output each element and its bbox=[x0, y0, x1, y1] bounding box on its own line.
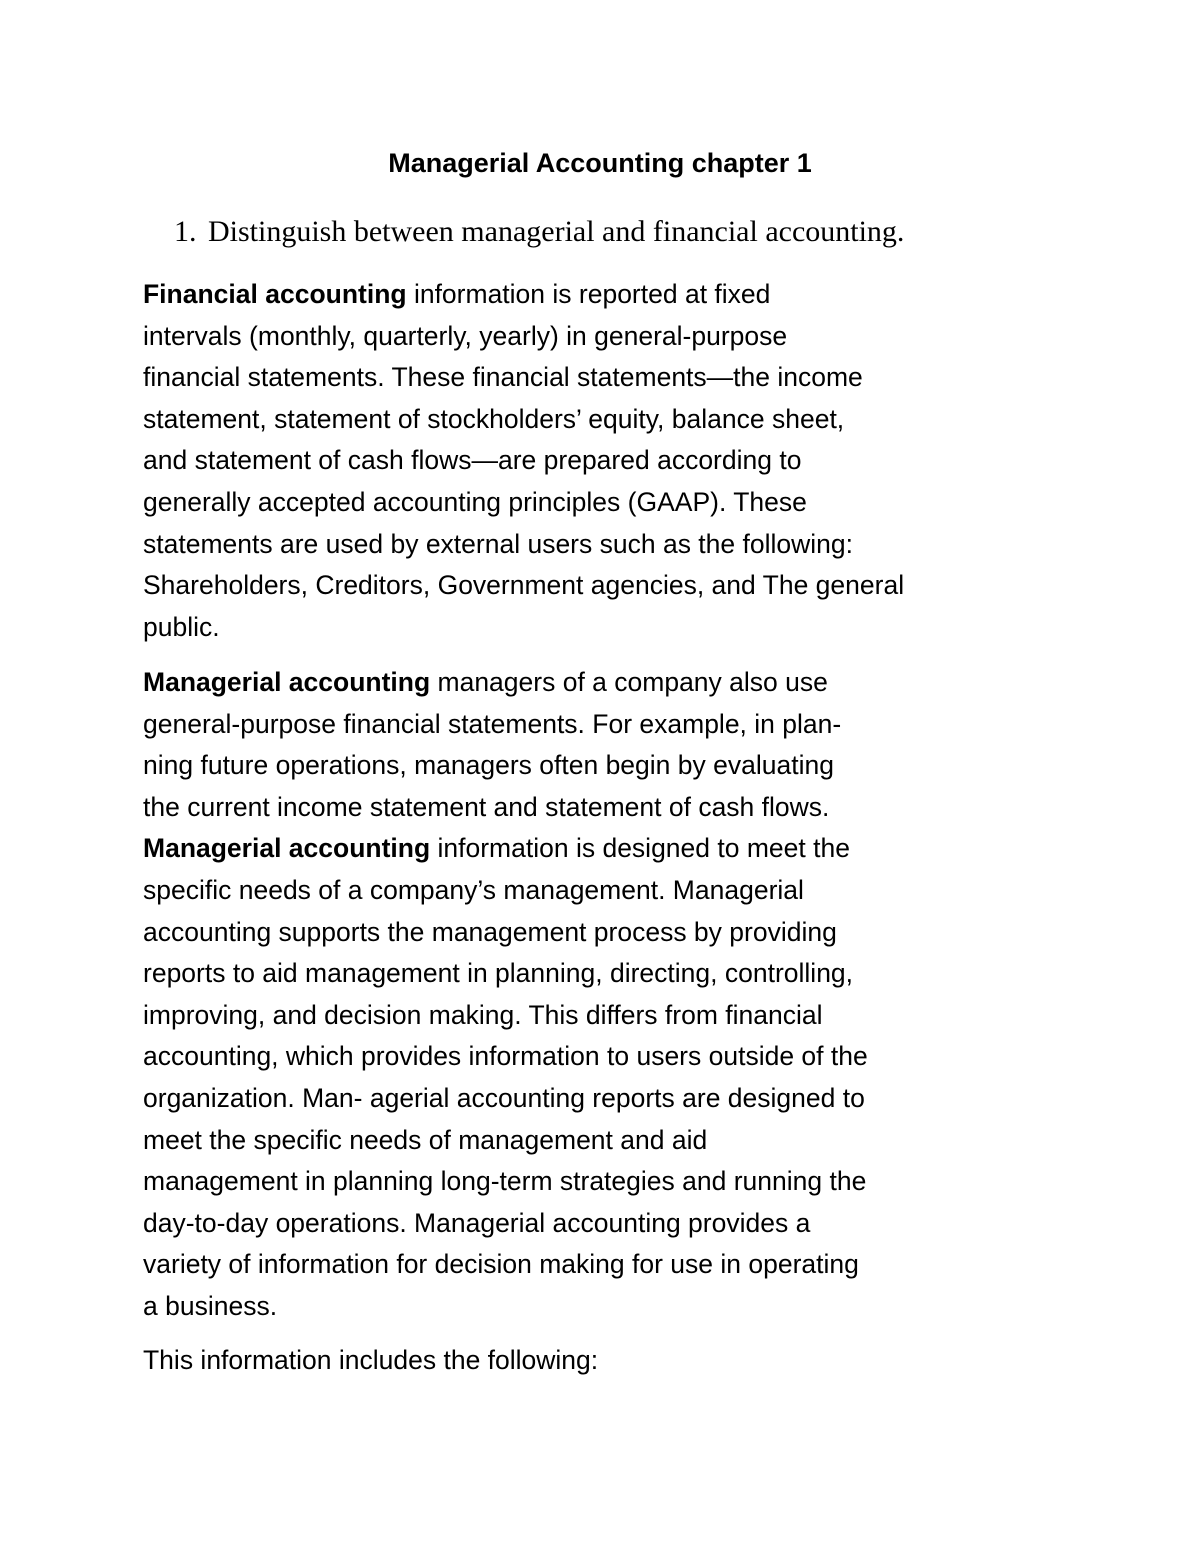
paragraph-line: accounting, which provides information to users outside of the bbox=[143, 1041, 868, 1072]
paragraph-line: statements are used by external users such as the following: bbox=[143, 528, 853, 559]
paragraph-line: public. bbox=[143, 611, 220, 642]
line-text: information is reported at fixed bbox=[406, 279, 771, 309]
managerial-accounting-term: Managerial accounting bbox=[143, 833, 431, 864]
paragraph-line: variety of information for decision making for use in operating bbox=[143, 1249, 859, 1280]
financial-accounting-term: Financial accounting bbox=[143, 279, 407, 309]
paragraph-line: specific needs of a company’s management. Managerial bbox=[143, 874, 804, 905]
paragraph-line: ning future operations, managers often begin by evaluating bbox=[143, 750, 834, 781]
paragraph-line: financial statements. These financial statements—the income bbox=[143, 362, 863, 393]
question-number: 1. bbox=[174, 215, 197, 248]
paragraph-line: management in planning long-term strategies and running the bbox=[143, 1166, 867, 1197]
paragraph-line bbox=[143, 274, 1073, 316]
paragraph-line: accounting supports the management process by providing bbox=[143, 916, 837, 947]
paragraph-line: day-to-day operations. Managerial accounting provides a bbox=[143, 1207, 811, 1238]
paragraph-line: the current income statement and statement of cash flows. bbox=[143, 791, 830, 822]
paragraph-line: improving, and decision making. This differs from financial bbox=[143, 999, 823, 1030]
paragraph-line: and statement of cash flows—are prepared according to bbox=[143, 445, 802, 476]
line-text: information is designed to meet the bbox=[430, 833, 850, 864]
paragraph-line: intervals (monthly, quarterly, yearly) in general-purpose bbox=[143, 320, 788, 351]
line-text: managers of a company also use bbox=[430, 667, 828, 697]
closing-line: This information includes the following: bbox=[143, 1345, 599, 1375]
financial-accounting-paragraph bbox=[143, 274, 1073, 648]
paragraph-line bbox=[143, 828, 1073, 870]
paragraph-line: reports to aid management in planning, directing, controlling, bbox=[143, 958, 854, 989]
document-title: Managerial Accounting chapter 1 bbox=[388, 148, 812, 178]
paragraph-line: Shareholders, Creditors, Government agencies, and The general bbox=[143, 570, 905, 601]
paragraph-line: organization. Man- agerial accounting reports are designed to bbox=[143, 1082, 865, 1113]
managerial-accounting-paragraph bbox=[143, 662, 1073, 1328]
paragraph-line: statement, statement of stockholders’ equity, balance sheet, bbox=[143, 403, 845, 434]
managerial-accounting-term: Managerial accounting bbox=[143, 667, 431, 697]
question-text: Distinguish between managerial and financial accounting. bbox=[208, 215, 905, 248]
paragraph-line: a business. bbox=[143, 1290, 278, 1321]
paragraph-line: meet the specific needs of management and aid bbox=[143, 1124, 708, 1155]
paragraph-line bbox=[143, 662, 1073, 704]
question-item bbox=[174, 210, 1074, 254]
paragraph-line: generally accepted accounting principles (GAAP). These bbox=[143, 486, 807, 517]
paragraph-line: general-purpose financial statements. For example, in plan- bbox=[143, 708, 842, 739]
